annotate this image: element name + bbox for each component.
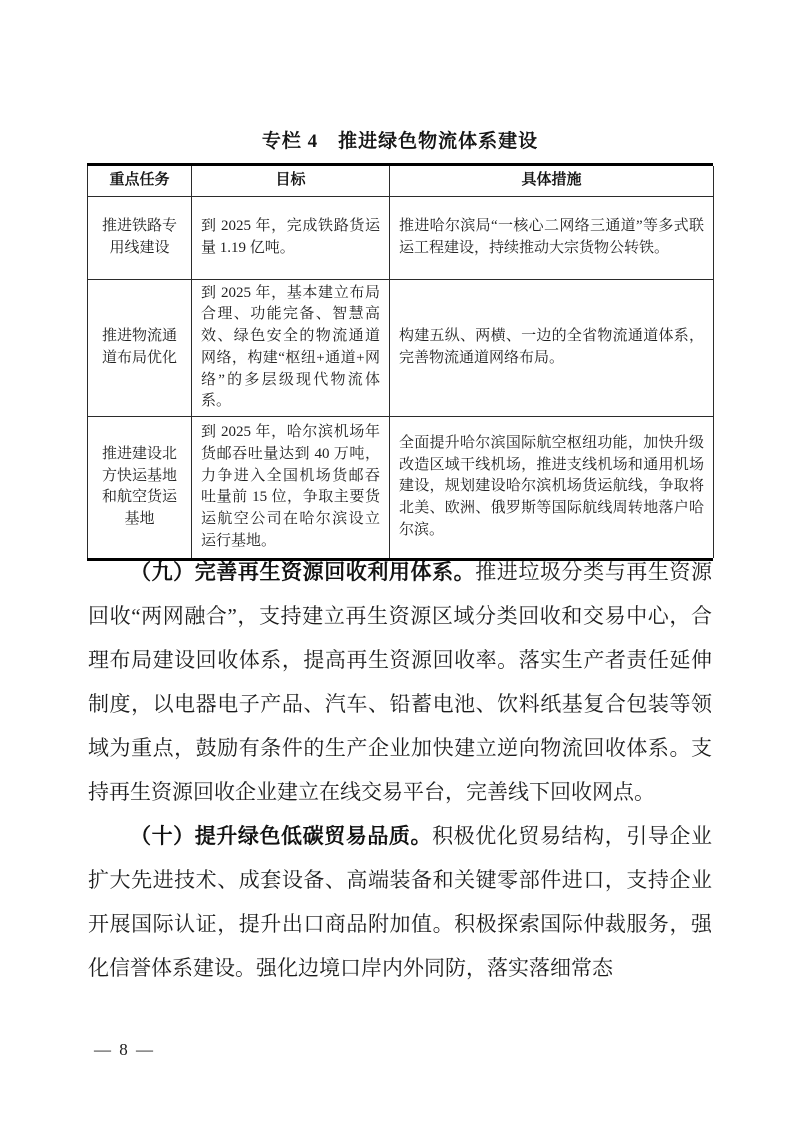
paragraph-10 xyxy=(88,814,712,990)
page-number: — 8 — xyxy=(94,1040,155,1059)
table-header-row xyxy=(88,166,714,196)
cell-task: 推进建设北方快运基地和航空货运基地 xyxy=(88,417,192,558)
column-header-goal: 目标 xyxy=(192,166,390,196)
table-row xyxy=(88,196,714,279)
table-row xyxy=(88,279,714,417)
column-header-measures: 具体措施 xyxy=(390,166,714,196)
cell-task: 推进铁路专用线建设 xyxy=(88,196,192,279)
paragraph-10-text: 积极优化贸易结构，引导企业扩大先进技术、成套设备、高端装备和关键零部件进口，支持企业开展国际认证，提升出口商品附加值。积极探索国际仲裁服务，强化信誉体系建设。强化边境口岸内外同防，落实落细常态 xyxy=(88,824,713,980)
cell-goal: 到 2025 年，基本建立布局合理、功能完备、智慧高效、绿色安全的物流通道网络，构建“枢纽+通道+网络”的多层级现代物流体系。 xyxy=(192,279,390,417)
table-title: 专栏 4 推进绿色物流体系建设 xyxy=(261,131,539,152)
body-text xyxy=(88,550,712,990)
cell-measures: 推进哈尔滨局“一核心二网络三通道”等多式联运工程建设，持续推动大宗货物公转铁。 xyxy=(390,196,714,279)
table-row xyxy=(88,417,714,558)
paragraph-9 xyxy=(88,550,712,814)
cell-task: 推进物流通道布局优化 xyxy=(88,279,192,417)
measures-table-wrapper xyxy=(87,163,713,561)
paragraph-10-lead: （十）提升绿色低碳贸易品质。 xyxy=(130,824,433,848)
paragraph-9-text: 推进垃圾分类与再生资源回收“两网融合”，支持建立再生资源区域分类回收和交易中心，合理布局建设回收体系，提高再生资源回收率。落实生产者责任延伸制度，以电器电子产品、汽车、铅蓄电池、饮料纸基复合包装等领域为重点，鼓励有条件的生产企业加快建立逆向物流回收体系。支持再生资源回收企业建立在线交易平台，完善线下回收网点。 xyxy=(88,560,713,804)
column-header-task: 重点任务 xyxy=(88,166,192,196)
measures-table xyxy=(87,166,714,558)
cell-goal: 到 2025 年，哈尔滨机场年货邮吞吐量达到 40 万吨，力争进入全国机场货邮吞吐量前 15 位，争取主要货运航空公司在哈尔滨设立运行基地。 xyxy=(192,417,390,558)
cell-goal: 到 2025 年，完成铁路货运量 1.19 亿吨。 xyxy=(192,196,390,279)
cell-measures: 构建五纵、两横、一边的全省物流通道体系，完善物流通道网络布局。 xyxy=(390,279,714,417)
paragraph-9-lead: （九）完善再生资源回收利用体系。 xyxy=(130,560,476,584)
cell-measures: 全面提升哈尔滨国际航空枢纽功能，加快升级改造区域干线机场，推进支线机场和通用机场建设，规划建设哈尔滨机场货运航线，争取将北美、欧洲、俄罗斯等国际航线周转地落户哈尔滨。 xyxy=(390,417,714,558)
